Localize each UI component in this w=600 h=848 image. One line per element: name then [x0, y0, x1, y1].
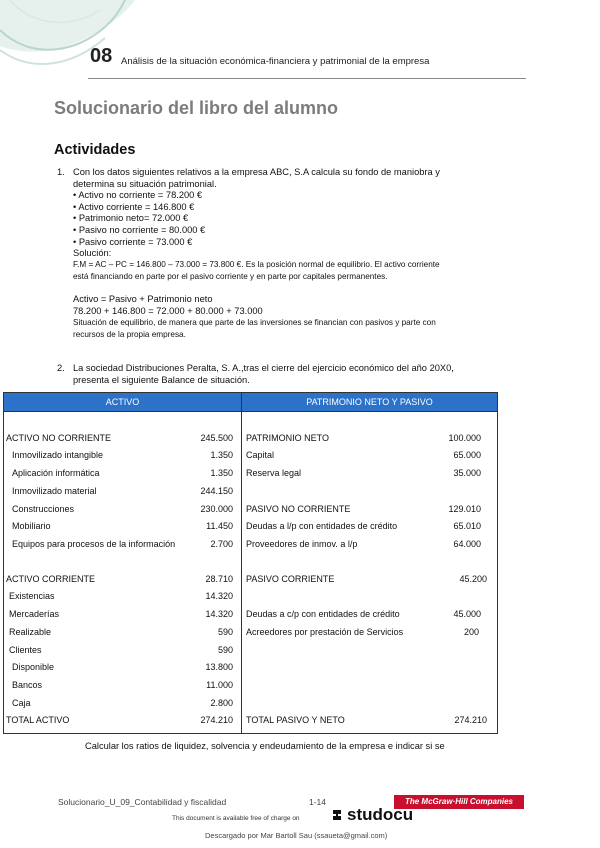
table-divider: [241, 411, 242, 733]
question-1-conclusion: [73, 317, 436, 340]
q1-bullet: • Pasivo no corriente = 80.000 €: [73, 224, 206, 235]
pasivo-row-label: Proveedores de inmov. a l/p: [246, 539, 358, 549]
activo-row-label: Construcciones: [12, 504, 75, 514]
footer-download-info: Descargado por Mar Bartoll Sau (ssaueta@gmail.com): [205, 831, 388, 840]
pasivo-row-value: 35.000: [453, 468, 481, 478]
activo-row-value: 13.800: [205, 662, 233, 672]
activo-row-label: Mobiliario: [12, 521, 51, 531]
pasivo-row-label: Reserva legal: [246, 468, 302, 478]
footer-free-notice: This document is available free of charge on: [172, 815, 300, 822]
footer-page-number: 1-14: [309, 797, 327, 807]
pasivo-row-value: 100.000: [448, 433, 481, 443]
pasivo-total-value: 274.210: [454, 715, 487, 725]
pasivo-row-label: Deudas a l/p con entidades de crédito: [246, 521, 398, 531]
pasivo-row-value: 64.000: [453, 539, 481, 549]
q1-line: determina su situación patrimonial.: [73, 178, 217, 189]
q1-line: Con los datos siguientes relativos a la empresa ABC, S.A calcula su fondo de maniobra y: [73, 167, 440, 177]
q1-conclusion-line: recursos de la propia empresa.: [73, 329, 186, 339]
activo-total-label: TOTAL ACTIVO: [6, 715, 70, 725]
activo-row-label: Mercaderías: [9, 609, 60, 619]
activo-row-label: ACTIVO NO CORRIENTE: [6, 433, 112, 443]
section-title: Actividades: [54, 142, 136, 158]
header-rule: [88, 78, 526, 79]
q1-bullet: • Patrimonio neto= 72.000 €: [73, 213, 189, 224]
activo-row-label: Inmovilizado intangible: [12, 450, 104, 460]
balance-table: [3, 392, 498, 734]
activo-total-value: 274.210: [200, 715, 233, 725]
chapter-number: 08: [90, 45, 113, 67]
activo-row-value: 14.320: [205, 609, 233, 619]
activo-row-label: Equipos para procesos de la información: [12, 539, 176, 549]
studocu-logo[interactable]: studocu: [347, 805, 414, 824]
pasivo-row-value: 65.010: [453, 521, 481, 531]
activo-row-value: 230.000: [200, 504, 233, 514]
q2-line: La sociedad Distribuciones Peralta, S. A.,tras el cierre del ejercicio económico del año 20X0,: [73, 363, 454, 373]
q1-solution-label: Solución:: [73, 248, 112, 259]
header-decoration: [0, 0, 140, 80]
q2-line: presenta el siguiente Balance de situación.: [73, 374, 250, 385]
pasivo-row-label: PASIVO CORRIENTE: [246, 574, 335, 584]
q1-solution-line: F.M = AC – PC = 146.800 – 73.000 = 73.800 €. Es la posición normal de equilibrio. El activo corriente: [73, 260, 440, 269]
activo-row-value: 590: [217, 645, 233, 655]
activo-row-label: Bancos: [12, 680, 43, 690]
q1-bullet: • Activo corriente = 146.800 €: [73, 201, 195, 212]
table-header-activo: ACTIVO: [4, 393, 242, 412]
footer-doc-name: Solucionario_U_09_Contabilidad y fiscalidad: [58, 797, 227, 807]
activo-row-value: 590: [217, 627, 233, 637]
q1-equation-line: 78.200 + 146.800 = 72.000 + 80.000 + 73.000: [73, 305, 263, 316]
activo-row-value: 245.500: [200, 433, 233, 443]
activo-row-value: 11.000: [206, 680, 233, 690]
chapter-title: Análisis de la situación económica-financiera y patrimonial de la empresa: [121, 56, 430, 67]
activo-row-value: 2.800: [210, 698, 233, 708]
question-1-number: 1.: [57, 167, 65, 177]
question-1-body: [73, 167, 440, 260]
activo-row-value: 1.350: [210, 450, 233, 460]
activo-row-label: Caja: [12, 698, 31, 708]
activo-row-label: Inmovilizado material: [12, 486, 97, 496]
activo-row-value: 1.350: [210, 468, 233, 478]
pasivo-row-label: PATRIMONIO NETO: [246, 433, 330, 443]
pasivo-total-label: TOTAL PASIVO Y NETO: [246, 715, 345, 725]
pasivo-row-value: 65.000: [453, 450, 481, 460]
question-2-body: [73, 363, 454, 386]
activo-row-label: Disponible: [12, 662, 55, 672]
q1-conclusion-line: Situación de equilibrio, de manera que parte de las inversiones se financian con pasivos y parte con: [73, 318, 436, 327]
q1-bullet: • Pasivo corriente = 73.000 €: [73, 236, 193, 247]
pasivo-row-label: PASIVO NO CORRIENTE: [246, 504, 351, 514]
q1-solution-line: está financiando en parte por el pasivo corriente y en parte por capitales permanentes.: [73, 271, 388, 281]
pasivo-row-label: Capital: [246, 450, 275, 460]
pasivo-row-value: 129.010: [448, 504, 481, 514]
q1-bullet: • Activo no corriente = 78.200 €: [73, 190, 203, 201]
question-1-solution: [73, 259, 440, 282]
publisher-logo: The McGraw·Hill Companies: [394, 795, 524, 809]
page-title: Solucionario del libro del alumno: [54, 98, 339, 118]
activo-row-value: 28.710: [205, 574, 233, 584]
activo-row-label: Realizable: [9, 627, 52, 637]
instruction-text: Calcular los ratios de liquidez, solvencia y endeudamiento de la empresa e indicar si se: [85, 741, 445, 751]
activo-row-value: 14.320: [205, 591, 233, 601]
pasivo-row-value: 45.000: [453, 609, 481, 619]
activo-row-value: 244.150: [200, 486, 233, 496]
activo-row-value: 2.700: [210, 539, 233, 549]
studocu-icon: [330, 808, 344, 822]
activo-row-label: Clientes: [9, 645, 42, 655]
activo-row-label: ACTIVO CORRIENTE: [6, 574, 96, 584]
question-1-equation: [73, 294, 263, 317]
pasivo-row-label: Acreedores por prestación de Servicios: [246, 627, 404, 637]
pasivo-row-value: 45.200: [459, 574, 487, 584]
question-2-number: 2.: [57, 363, 65, 373]
activo-row-value: 11.450: [206, 521, 233, 531]
pasivo-row-label: Deudas a c/p con entidades de crédito: [246, 609, 400, 619]
activo-row-label: Aplicación informática: [12, 468, 100, 478]
q1-equation-line: Activo = Pasivo + Patrimonio neto: [73, 294, 213, 304]
activo-row-label: Existencias: [9, 591, 55, 601]
table-header-pasivo: PATRIMONIO NETO Y PASIVO: [242, 393, 497, 412]
pasivo-row-value: 200: [463, 627, 479, 637]
